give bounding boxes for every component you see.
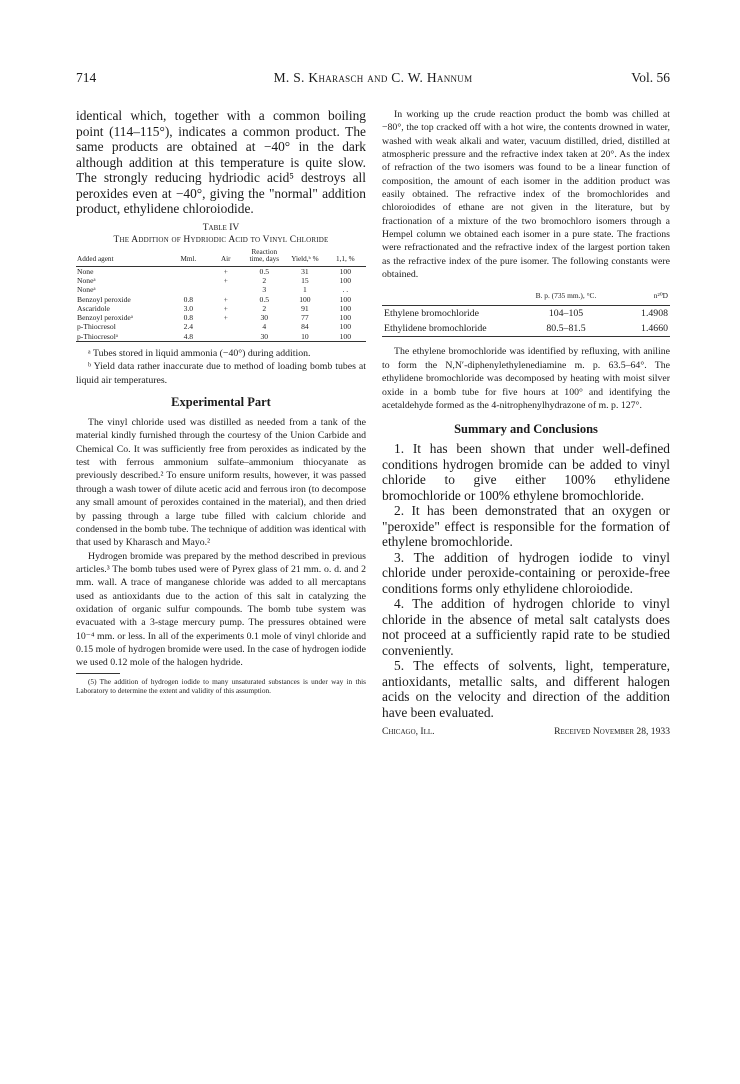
table-cell [169, 266, 208, 276]
table-row [76, 266, 366, 276]
table-cell [208, 332, 243, 342]
table-caption: Table IV [202, 222, 240, 233]
table-row [76, 276, 366, 285]
col-header: Mml. [169, 249, 208, 267]
table-cell [208, 285, 243, 294]
constants-table [382, 289, 670, 337]
table-cell [169, 285, 208, 294]
running-title: M. S. Kharasch and C. W. Hannum [273, 70, 473, 85]
summary-point-1: 1. It has been shown that under well-defined conditions hydrogen bromide can be added to vinyl chloride to give either 100% ethylidene bromochloride or 100% ethylene bromochloride. [382, 441, 670, 503]
table-cell: 0.8 [183, 313, 194, 323]
table-cell: Benzoyl peroxideᵃ [77, 313, 133, 323]
experimental-paragraph-1: The vinyl chloride used was distilled as needed from a tank of the material kindly furnished through the courtesy of the Union Carbide and Chemical Co. It was sufficiently free from peroxides as indicated by the test with ferrous ammonium sulfate–ammonium thiocyanate as previously described.² To ensure uniform results, however, it was passed through a wash tower of dilute acetic acid and ferrous iron (to decompose any small amount of peroxides contained in the material), and then dried by passing through a large tube filled with calcium chloride and condensed in the bomb tube. The technique of addition was identical with that used by Kharasch and Mayo.² [76, 417, 366, 549]
col-header: Reaction time, days [243, 249, 285, 267]
table-cell: + [223, 294, 228, 304]
volume-label: Vol. 56 [631, 70, 670, 85]
table-cell: 100 [339, 303, 352, 313]
table-cell: 1 [302, 285, 307, 295]
refractive-index: 1.4908 [641, 308, 668, 320]
right-column [382, 108, 670, 737]
page-number: 714 [76, 70, 97, 85]
table-cell: 30 [243, 332, 285, 342]
summary-point-4: 4. The addition of hydrogen chloride to vinyl chloride in the absence of metal salt catalysts does not proceed at a sufficiently rapid rate to be studied conveniently. [382, 596, 670, 658]
table-footnote-b: ᵇ Yield data rather inaccurate due to method of loading bomb tubes at liquid air temperatures. [76, 361, 366, 386]
table-cell: + [223, 266, 228, 276]
compound-name: Ethylene bromochloride [384, 308, 479, 320]
summary-point-5: 5. The effects of solvents, light, temperature, antioxidants, metallic salts, and different halogen acids on the velocity and direction of the addition have been evaluated. [382, 658, 670, 720]
table-cell: 100 [325, 332, 366, 342]
table-cell: 3.0 [183, 303, 194, 313]
table-cell: 100 [339, 322, 352, 332]
table-cell: 4.8 [169, 332, 208, 342]
table-row [76, 313, 366, 322]
constants-row [382, 306, 670, 322]
table-cell [208, 322, 243, 331]
col-header: Yield,ᵇ % [285, 249, 325, 267]
table-row [76, 285, 366, 294]
table-body [76, 266, 366, 341]
table-cell: 10 [285, 332, 325, 342]
table-cell: 91 [301, 303, 309, 313]
table-cell: 3 [262, 285, 267, 295]
compound-name: Ethylidene bromochloride [382, 321, 516, 337]
table-cell: 31 [301, 266, 309, 276]
table-cell: 2 [262, 303, 267, 313]
intro-paragraph: identical which, together with a common boiling point (114–115°), indicates a common product. The same products are obtained at −40° in the dark although addition at this temperature is quite slow. The strongly reducing hydriodic acid⁵ destroys all peroxides even at −40°, giving the "normal" addition product, ethylidene chloroiodide. [76, 108, 366, 216]
table-cell: + [223, 275, 228, 285]
footnote-divider [76, 673, 120, 674]
table-cell: 100 [339, 266, 352, 276]
section-heading-summary: Summary and Conclusions [454, 422, 598, 437]
table-cell: 2.4 [183, 322, 194, 332]
boiling-point: 80.5–81.5 [516, 321, 616, 337]
table-header-row [76, 249, 366, 267]
running-header [76, 70, 670, 90]
constants-row [382, 321, 670, 337]
col-header: Added agent [76, 249, 169, 267]
left-column [76, 108, 366, 695]
col-header [382, 289, 516, 306]
col-header: B. p. (735 mm.), °C. [516, 289, 616, 306]
table-cell: 4 [262, 322, 267, 332]
results-table [76, 249, 366, 343]
table-cell: 100 [339, 294, 352, 304]
table-cell: 84 [301, 322, 309, 332]
summary-point-2: 2. It has been demonstrated that an oxygen or "peroxide" effect is responsible for the formation of ethylene bromochloride. [382, 503, 670, 550]
table-cell: 100 [299, 294, 311, 304]
refractive-index: 1.4660 [616, 321, 670, 337]
identification-paragraph: The ethylene bromochloride was identified by refluxing, with aniline to form the N,N′-diphenylethylenediamine m. p. 63.5–64°. The ethylidene bromochloride was decomposed by heating with moist silver oxide in a bomb tube for five hours at 100° and identifying the acetaldehyde formed as the 4-nitrophenylhydrazone of m. p. 127°. [382, 346, 670, 411]
table-row [76, 322, 366, 331]
signature-line [382, 726, 670, 737]
boiling-point: 104–105 [548, 308, 584, 320]
table-cell: 0.8 [183, 294, 194, 304]
table-cell: 30 [260, 313, 269, 323]
table-row [76, 304, 366, 313]
table-cell: 0.5 [259, 294, 270, 304]
experimental-paragraph-2: Hydrogen bromide was prepared by the method described in previous articles.³ The bomb tubes used were of Pyrex glass of 21 mm. o. d. and 2 mm. wall. A trace of manganese chloride was added to all mercaptans used as antioxidants due to the action of this salt in catalyzing the oxidation of organic sulfur compounds. The bomb tube system was evacuated with a 3-stage mercury pump. The pressures obtained were 10⁻⁴ mm. or less. In all of the experiments 0.1 mole of vinyl chloride and 0.15 mole of hydrogen bromide were used. In the case of hydrogen iodide we used 0.12 mole of the halogen hydride. [76, 550, 367, 669]
table-row [76, 332, 366, 342]
workup-paragraph: In working up the crude reaction product the bomb was chilled at −80°, the top cracked off with a hot wire, the contents drowned in water, washed with weak alkali and water, vacuum distilled, dried, distilled at atmospheric pressure and the refractive index taken at 20°. As the index of refraction of the two isomers was found to be a linear function of composition, the amount of each isomer in the addition product was easily obtained. The refractive index of the bromochlorides and chloroiodides of ethane are not given in the literature, but by fractionation of a mixture of the two bromochloro isomers through a Hempel column we obtained each isomer in a pure state. The fractions were refractionated and the refractive index of the largest portion taken as the refractive index of the pure isomer. The following constants were obtained. [382, 109, 670, 281]
table-cell: 77 [301, 313, 309, 323]
table-cell: + [223, 303, 228, 313]
table-cell: p-Thiocresol [77, 322, 116, 332]
table-row [76, 295, 366, 304]
constants-header-row [382, 289, 670, 306]
table-cell: 100 [339, 275, 352, 285]
table-cell: 100 [339, 313, 352, 323]
section-heading-experimental: Experimental Part [171, 395, 271, 410]
table-cell: 15 [301, 275, 309, 285]
location: Chicago, Ill. [382, 726, 435, 738]
table-cell: Noneᵃ [77, 275, 96, 285]
col-header: Air [208, 249, 243, 267]
col-header: n²⁰D [616, 289, 670, 306]
table-cell: 0.5 [259, 266, 270, 276]
table-cell: p-Thiocresolᵃ [76, 332, 169, 342]
table-cell: None [77, 266, 94, 276]
col-header: 1,1, % [325, 249, 366, 267]
table-cell: 2 [262, 275, 267, 285]
table-footnote-a: ᵃ Tubes stored in liquid ammonia (−40°) during addition. [88, 348, 311, 360]
table-cell [169, 276, 208, 285]
table-cell: Benzoyl peroxide [77, 294, 131, 304]
table-cell: . . [342, 285, 349, 295]
footnote-5: (5) The addition of hydrogen iodide to many unsaturated substances is under way in this Laboratory to determine the extent and validity of this assumption. [76, 676, 366, 695]
table-cell: + [223, 313, 228, 323]
table-title: The Addition of Hydriodic Acid to Vinyl Chloride [113, 234, 329, 245]
summary-point-3: 3. The addition of hydrogen iodide to vinyl chloride under peroxide-containing or peroxide-free conditions forms only ethylidene chloroiodide. [382, 549, 670, 596]
table-cell: Noneᵃ [77, 285, 96, 295]
table-cell: Ascaridole [77, 303, 110, 313]
received-date: Received November 28, 1933 [554, 726, 670, 738]
